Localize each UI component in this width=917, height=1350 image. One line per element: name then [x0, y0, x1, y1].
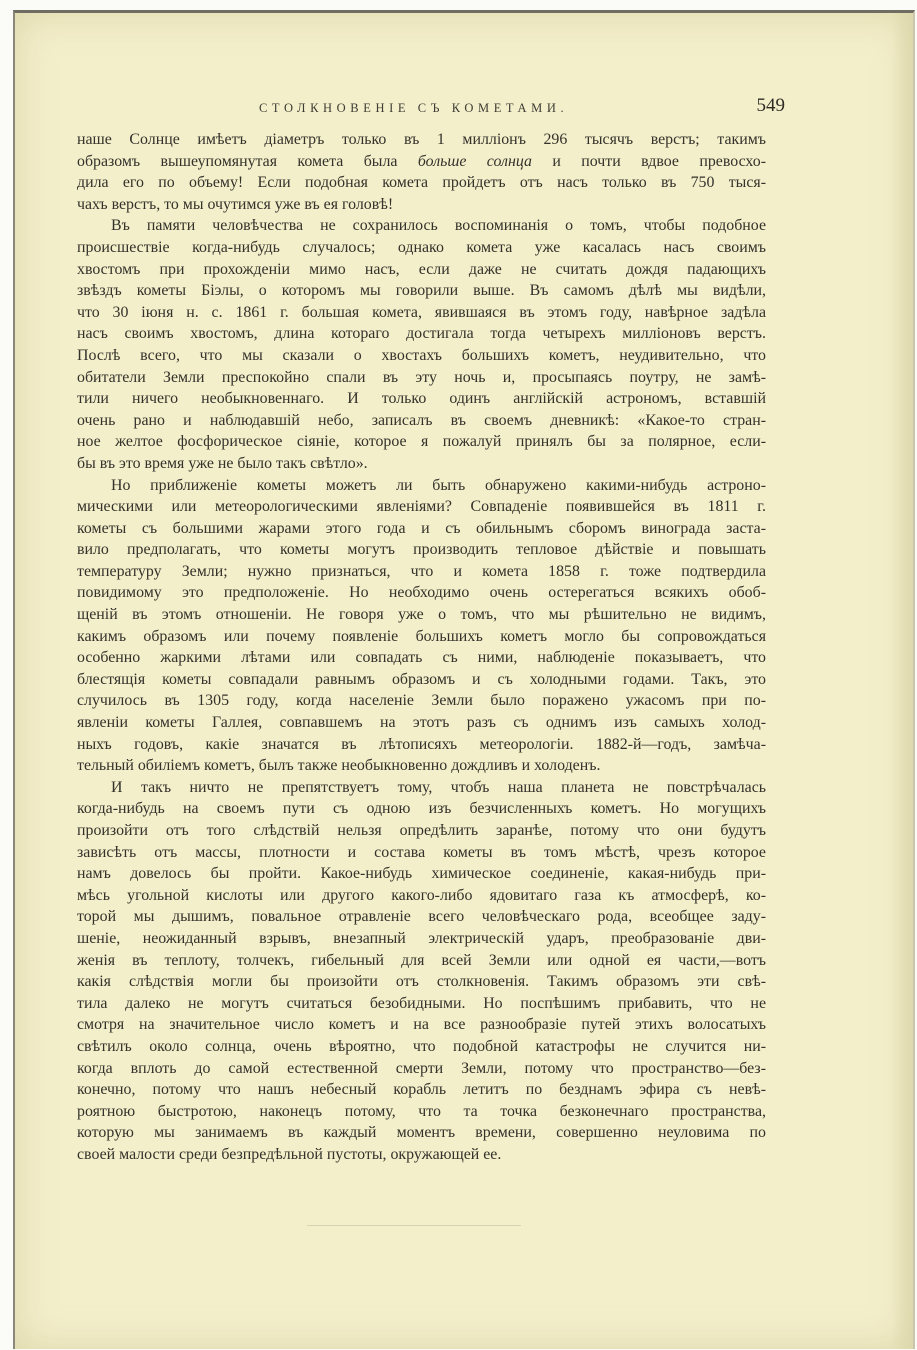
text-line: щеній въ этомъ отношеніи. Не говоря уже о томъ, что мы рѣшительно не видимъ, — [77, 606, 766, 624]
text-line: свѣтилъ около солнца, очень вѣроятно, что подобной катастрофы не случится ни- — [77, 1037, 766, 1055]
body-text — [77, 129, 766, 1166]
text-line: Въ памяти человѣчества не сохранилось воспоминанія о томъ, чтобы подобное — [111, 217, 766, 235]
paragraph — [77, 475, 766, 777]
text-line: мѣсь угольной кислоты или другого какого-либо ядовитаго газа къ атмосферѣ, ко- — [77, 886, 766, 904]
paragraph — [77, 215, 766, 474]
text-line: насъ своимъ хвостомъ, длина котораго достигала тогда четырехъ милліоновъ верстъ. — [77, 325, 766, 343]
end-rule — [307, 1225, 521, 1226]
paragraph — [77, 129, 766, 215]
text-line: тельный обиліемъ кометъ, былъ также необыкновенно дождливъ и холоденъ. — [77, 757, 601, 775]
text-line: смотря на значительное число кометъ и на все разнообразіе путей этихъ волосатыхъ — [77, 1016, 766, 1034]
text-line: бы въ это время уже не было такъ свѣтло». — [77, 454, 368, 472]
text-line: намъ довелось бы пройти. Какое-нибудь химическое соединеніе, какая-нибудь при- — [77, 865, 766, 883]
text-line: тили ничего необыкновеннаго. И только одинъ англійскій астрономъ, вставшій — [77, 390, 766, 408]
italic-phrase: больше солнца — [417, 152, 532, 170]
running-title: СТОЛКНОВЕНІЕ СЪ КОМЕТАМИ. — [259, 101, 569, 115]
text-line: что 30 іюня н. с. 1861 г. большая комета, явившаяся въ этомъ году, навѣрное задѣла — [77, 303, 766, 321]
text-segment: образомъ вышеупомянутая комета была — [77, 152, 418, 170]
text-line: звѣздъ кометы Біэлы, о которомъ мы говорили выше. Въ самомъ дѣлѣ мы видѣли, — [77, 282, 766, 300]
text-line: какія слѣдствія могли бы произойти отъ столкновенія. Такимъ образомъ эти свѣ- — [77, 973, 766, 991]
text-line: роятною быстротою, наконецъ потому, что та точка безконечнаго пространства, — [77, 1102, 766, 1120]
text-line: случилось въ 1305 году, когда населеніе Земли было поражено ужасомъ при по- — [77, 692, 766, 710]
text-line: ныхъ годовъ, какіе значатся въ лѣтописяхъ метеорологіи. 1882-й—годъ, замѣча- — [77, 735, 766, 753]
text-line: своей малости среди безпредѣльной пустоты, окружающей ее. — [77, 1145, 502, 1163]
text-line: произойти отъ того слѣдствій нельзя опредѣлить заранѣе, потому что они будутъ — [77, 822, 766, 839]
paragraph — [77, 777, 766, 1166]
text-line: особенно жаркими лѣтами или совпадать съ ними, наблюденіе показываетъ, что — [77, 649, 766, 667]
page-header — [245, 95, 785, 119]
text-line: Но приближеніе кометы можетъ ли быть обнаружено какими-нибудь астроно- — [111, 476, 766, 494]
text-segment: и почти вдвое превосхо- — [531, 152, 766, 170]
text-line: чахъ верстъ, то мы очутимся уже въ ея головѣ! — [77, 195, 394, 213]
text-line: явленіи кометы Галлея, совпавшемъ на этотъ разъ съ однимъ изъ самыхъ холод- — [77, 714, 766, 732]
text-line: наше Солнце имѣетъ діаметръ только въ 1 милліонъ 296 тысячъ верстъ; такимъ — [77, 131, 766, 148]
text-line: температуру Земли; нужно признаться, что и комета 1858 г. тоже подтвердила — [77, 562, 766, 580]
text-line: кометы съ большими жарами этого года и съ обильнымъ сборомъ винограда заста- — [77, 519, 766, 537]
text-line: конечно, потому что нашъ небесный корабль летитъ по безднамъ эфира съ невѣ- — [77, 1081, 766, 1099]
text-line: которую мы занимаемъ въ каждый моментъ времени, совершенно неуловима по — [77, 1124, 766, 1142]
page-number: 549 — [756, 95, 785, 116]
text-line: когда-нибудь на своемъ пути съ одною изъ безчисленныхъ кометъ. Но могущихъ — [77, 800, 766, 818]
text-line: очень рано и наблюдавшій небо, записалъ въ своемъ дневникѣ: «Какое-то стран- — [77, 411, 766, 429]
text-line: Послѣ всего, что мы сказали о хвостахъ большихъ кометъ, неудивительно, что — [77, 346, 766, 364]
text-line: дила его по объему! Если подобная комета пройдетъ отъ насъ только въ 750 тыся- — [77, 174, 766, 192]
text-line: торой мы дышимъ, повальное отравленіе всего человѣческаго рода, всеобщее заду- — [77, 908, 766, 926]
text-line: ное желтое фосфорическое сіяніе, которое я пожалуй принялъ бы за полярное, если- — [77, 433, 766, 451]
text-line: блестящія кометы совпадали равнымъ образомъ и съ холодными годами. Такъ, это — [77, 670, 766, 688]
text-line: обитатели Земли преспокойно спали въ эту ночь и, просыпаясь поутру, не замѣ- — [77, 368, 766, 386]
text-line: шеніе, неожиданный взрывъ, внезапный электрическій ударъ, преобразованіе дви- — [77, 929, 766, 947]
text-line: повидимому это предположеніе. Но необходимо очень остерегаться всякихъ обоб- — [77, 584, 766, 602]
text-line: какимъ образомъ или почему появленіе большихъ кометъ могло бы сопровождаться — [77, 627, 766, 645]
text-line: хвостомъ при прохожденіи мимо насъ, если даже не считать дождя падающихъ — [77, 260, 766, 278]
text-line: вило предполагать, что кометы могутъ производить тепловое дѣйствіе и повышать — [77, 541, 766, 559]
text-line: тила далеко не могутъ считаться безобидными. Но поспѣшимъ прибавить, что не — [77, 994, 766, 1012]
text-line: когда вплоть до самой естественной смерти Земли, потому что пространство—без- — [77, 1059, 766, 1077]
text-line: мическими или метеорологическими явленіями? Совпаденіе появившейся въ 1811 г. — [77, 498, 766, 516]
text-line — [77, 151, 766, 173]
text-line: женія въ теплоту, толчекъ, гибельный для всей Земли или одной ея части,—вотъ — [77, 951, 766, 969]
text-line: происшествіе когда-нибудь случалось; однако комета уже касалась насъ своимъ — [77, 238, 766, 256]
text-line: зависѣть отъ массы, плотности и состава кометы въ томъ мѣстѣ, чрезъ которое — [77, 843, 766, 861]
text-line: И такъ ничто не препятствуетъ тому, чтобъ наша планета не повстрѣчалась — [111, 778, 766, 796]
